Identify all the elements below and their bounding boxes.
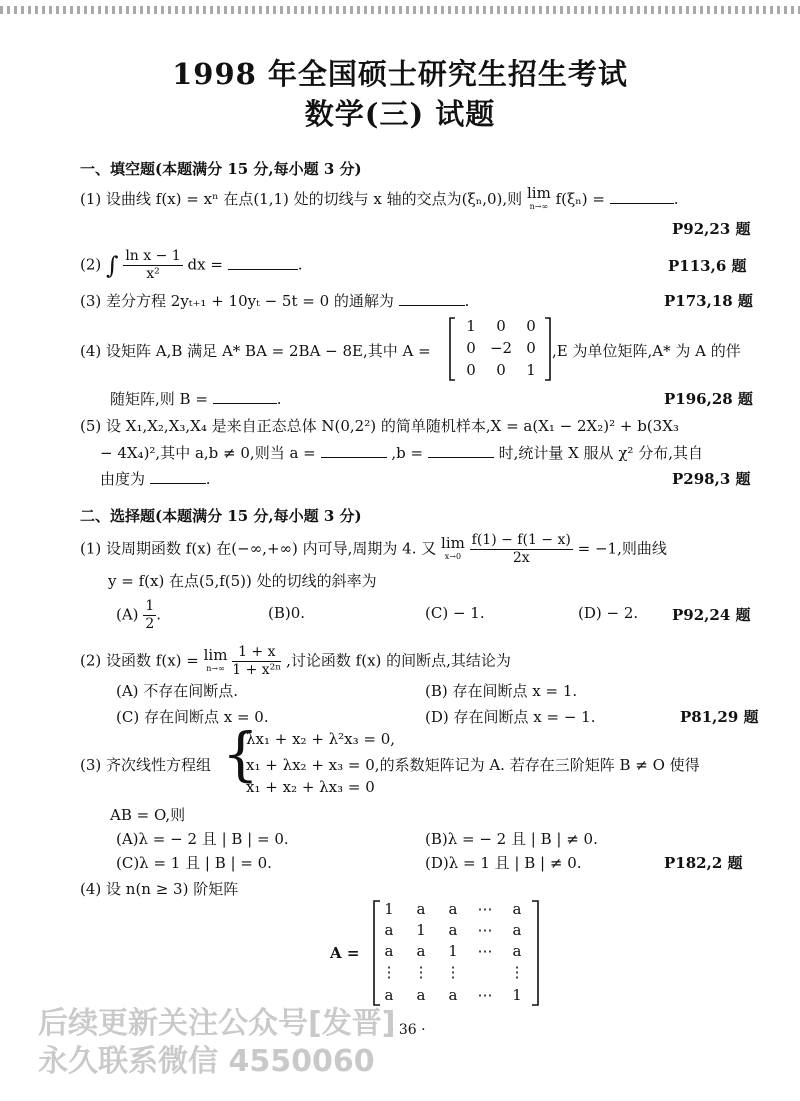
- s2-q3-eq3: x₁ + x₂ + λx₃ = 0: [246, 778, 375, 796]
- matrix-cell: a: [448, 986, 458, 1004]
- s2-q1-ref: P92,24 题: [672, 606, 751, 624]
- s2-q1-after: = −1,则曲线: [577, 539, 667, 558]
- s2-q4-lhs: A =: [330, 944, 360, 962]
- watermark-line2: 永久联系微信 4550060: [38, 1044, 375, 1079]
- s1-q4-line2: 随矩阵,则 B = .: [110, 390, 282, 408]
- s2-q1-text: (1) 设周期函数 f(x) 在(−∞,+∞) 内可导,周期为 4. 又: [80, 539, 437, 558]
- system-brace: {: [222, 720, 259, 788]
- s2-q1: [80, 532, 667, 567]
- s2-q2: [80, 644, 511, 679]
- matrix-cell: a: [384, 986, 394, 1004]
- answer-blank[interactable]: [228, 269, 298, 270]
- matrix-cell: 0: [466, 361, 476, 379]
- s2-q3-option-b[interactable]: (B)λ = − 2 且 | B | ≠ 0.: [425, 830, 598, 848]
- matrix-cell: ⋯: [477, 900, 493, 918]
- s2-q1-limit: lim x→0: [441, 533, 465, 561]
- s1-q1-ref: P92,23 题: [672, 220, 751, 238]
- matrix-cell: ⋮: [509, 963, 525, 981]
- s1-q1: (1) 设曲线 f(x) = xⁿ 在点(1,1) 处的切线与 x 轴的交点为(ξₙ,0),则 lim n→∞ f(ξₙ) = .: [80, 186, 678, 214]
- s2-q4-matrix: [372, 898, 540, 1008]
- s1-q4-matrix: [448, 316, 552, 382]
- s1-q2-fraction: $\frac{\text{ln x − 1}}{\text{x²}}$: [125, 248, 181, 282]
- matrix-cell: ⋯: [477, 942, 493, 960]
- exam-title: 1998 年全国硕士研究生招生考试: [172, 57, 628, 91]
- s2-q1-option-a[interactable]: (A) $\frac{1}{2}$ .: [116, 598, 162, 632]
- s1-q4-ref: P196,28 题: [664, 390, 753, 408]
- s1-q1-text: (1) 设曲线 f(x) = xⁿ 在点(1,1) 处的切线与 x 轴的交点为(ξₙ,0),则: [80, 190, 523, 208]
- s2-q2-option-a[interactable]: (A) 不存在间断点.: [116, 682, 239, 700]
- s1-q4-text: (4) 设矩阵 A,B 满足 A* BA = 2BA − 8E,其中 A =: [80, 342, 431, 360]
- s1-q5-line1: (5) 设 X₁,X₂,X₃,X₄ 是来自正态总体 N(0,2²) 的简单随机样本,X = a(X₁ − 2X₂)² + b(3X₃: [80, 417, 679, 435]
- s1-q1-after: f(ξₙ) =: [555, 190, 605, 208]
- matrix-cell: ⋮: [445, 963, 461, 981]
- s2-q1-option-b[interactable]: (B)0.: [268, 604, 306, 622]
- matrix-cell: ⋯: [477, 921, 493, 939]
- section1-heading: 一、填空题(本题满分 15 分,每小题 3 分): [80, 160, 362, 178]
- matrix-cell: a: [416, 942, 426, 960]
- s2-q2-after: ,讨论函数 f(x) 的间断点,其结论为: [286, 651, 511, 670]
- s1-q5-ref: P298,3 题: [672, 470, 751, 488]
- page-number: · 36 ·: [390, 1022, 426, 1038]
- s2-q2-fraction: $\frac{1 + x}{\text{1 + x²ⁿ}}$: [232, 644, 282, 678]
- matrix-cell: 0: [466, 339, 476, 357]
- matrix-cell: a: [448, 900, 458, 918]
- option-a-fraction: $\frac{1}{2}$: [145, 598, 155, 632]
- matrix-cell: ⋯: [477, 986, 493, 1004]
- matrix-cell: a: [448, 921, 458, 939]
- s1-q5-line3: 由度为 .: [100, 470, 211, 488]
- s2-q2-text: (2) 设函数 f(x) =: [80, 651, 199, 670]
- s1-q4-after: ,E 为单位矩阵,A* 为 A 的伴: [552, 342, 741, 360]
- s1-q2-ref: P113,6 题: [668, 257, 747, 275]
- matrix-cell: −2: [489, 339, 513, 357]
- s2-q3-eq2-after: 的系数矩阵记为 A. 若存在三阶矩阵 B ≠ O 使得: [379, 756, 700, 774]
- integral-sign: ∫: [106, 251, 119, 280]
- s2-q4-text: (4) 设 n(n ≥ 3) 阶矩阵: [80, 880, 239, 898]
- answer-blank[interactable]: [150, 483, 206, 484]
- matrix-cell: 1: [416, 921, 426, 939]
- matrix-cell: a: [384, 921, 394, 939]
- scan-top-border: [0, 6, 800, 14]
- matrix-cell: 1: [466, 317, 476, 335]
- matrix-cell: a: [512, 942, 522, 960]
- matrix-cell: 0: [496, 317, 506, 335]
- s2-q1-fraction: $\frac{f(1) - f(1 - x)}{2x}$: [471, 532, 571, 566]
- s2-q2-option-d[interactable]: (D) 存在间断点 x = − 1.: [425, 708, 596, 726]
- matrix-cell: 1: [512, 986, 522, 1004]
- s2-q3-option-c[interactable]: (C)λ = 1 且 | B | = 0.: [116, 854, 272, 872]
- s2-q3-eq2: x₁ + λx₂ + x₃ = 0,的系数矩阵记为 A. 若存在三阶矩阵 B ≠ O 使得: [246, 756, 700, 774]
- s2-q2-ref: P81,29 题: [680, 708, 759, 726]
- answer-blank[interactable]: [610, 203, 674, 204]
- s2-q1-option-d[interactable]: (D) − 2.: [578, 604, 639, 622]
- section2-heading: 二、选择题(本题满分 15 分,每小题 3 分): [80, 507, 362, 525]
- matrix-cell: a: [416, 900, 426, 918]
- answer-blank[interactable]: [399, 305, 465, 306]
- s2-q2-limit: lim n→∞: [203, 645, 228, 673]
- answer-blank[interactable]: [428, 457, 494, 458]
- matrix-cell: 0: [526, 317, 536, 335]
- s2-q2-option-b[interactable]: (B) 存在间断点 x = 1.: [425, 682, 578, 700]
- answer-blank[interactable]: [213, 403, 277, 404]
- s2-q3-option-a[interactable]: (A)λ = − 2 且 | B | = 0.: [116, 830, 289, 848]
- s1-q3-text: (3) 差分方程 2yₜ₊₁ + 10yₜ − 5t = 0 的通解为: [80, 292, 394, 310]
- matrix-cell: a: [512, 921, 522, 939]
- s2-q3-eq1: λx₁ + x₂ + λ²x₃ = 0,: [246, 730, 396, 748]
- s2-q3-label: (3) 齐次线性方程组: [80, 756, 212, 774]
- watermark-line1: 后续更新关注公众号[发晋]: [38, 1006, 396, 1041]
- matrix-cell: ⋮: [381, 963, 397, 981]
- s2-q3-ref: P182,2 题: [664, 854, 743, 872]
- matrix-cell: a: [416, 986, 426, 1004]
- s2-q2-option-c[interactable]: (C) 存在间断点 x = 0.: [116, 708, 269, 726]
- s2-q1-option-c[interactable]: (C) − 1.: [425, 604, 485, 622]
- matrix-cell: a: [512, 900, 522, 918]
- matrix-cell: 0: [496, 361, 506, 379]
- s1-q5-line2: − 4X₄)²,其中 a,b ≠ 0,则当 a = ,b = 时,统计量 X 服从 χ² 分布,其自: [100, 444, 703, 462]
- matrix-cell: 1: [526, 361, 536, 379]
- matrix-cell: a: [384, 942, 394, 960]
- s1-q2-label: (2): [80, 255, 102, 274]
- s1-q2-after: dx =: [187, 255, 223, 274]
- s1-q1-limit: lim n→∞: [526, 184, 551, 211]
- matrix-cell: ⋮: [413, 963, 429, 981]
- matrix-cell: 1: [448, 942, 458, 960]
- s1-q3: (3) 差分方程 2yₜ₊₁ + 10yₜ − 5t = 0 的通解为 .: [80, 292, 470, 310]
- matrix-cell: 0: [526, 339, 536, 357]
- s1-q2: (2) ∫ $\frac{\text{ln x − 1}}{\text{x²}}$ dx = .: [80, 248, 303, 282]
- answer-blank[interactable]: [321, 457, 387, 458]
- exam-subtitle: 数学(三) 试题: [304, 97, 496, 131]
- s2-q1-line2: y = f(x) 在点(5,f(5)) 处的切线的斜率为: [108, 572, 377, 590]
- s2-q3-option-d[interactable]: (D)λ = 1 且 | B | ≠ 0.: [425, 854, 582, 872]
- s1-q3-ref: P173,18 题: [664, 292, 753, 310]
- s2-q3-line2: AB = O,则: [110, 806, 186, 824]
- matrix-cell: 1: [384, 900, 394, 918]
